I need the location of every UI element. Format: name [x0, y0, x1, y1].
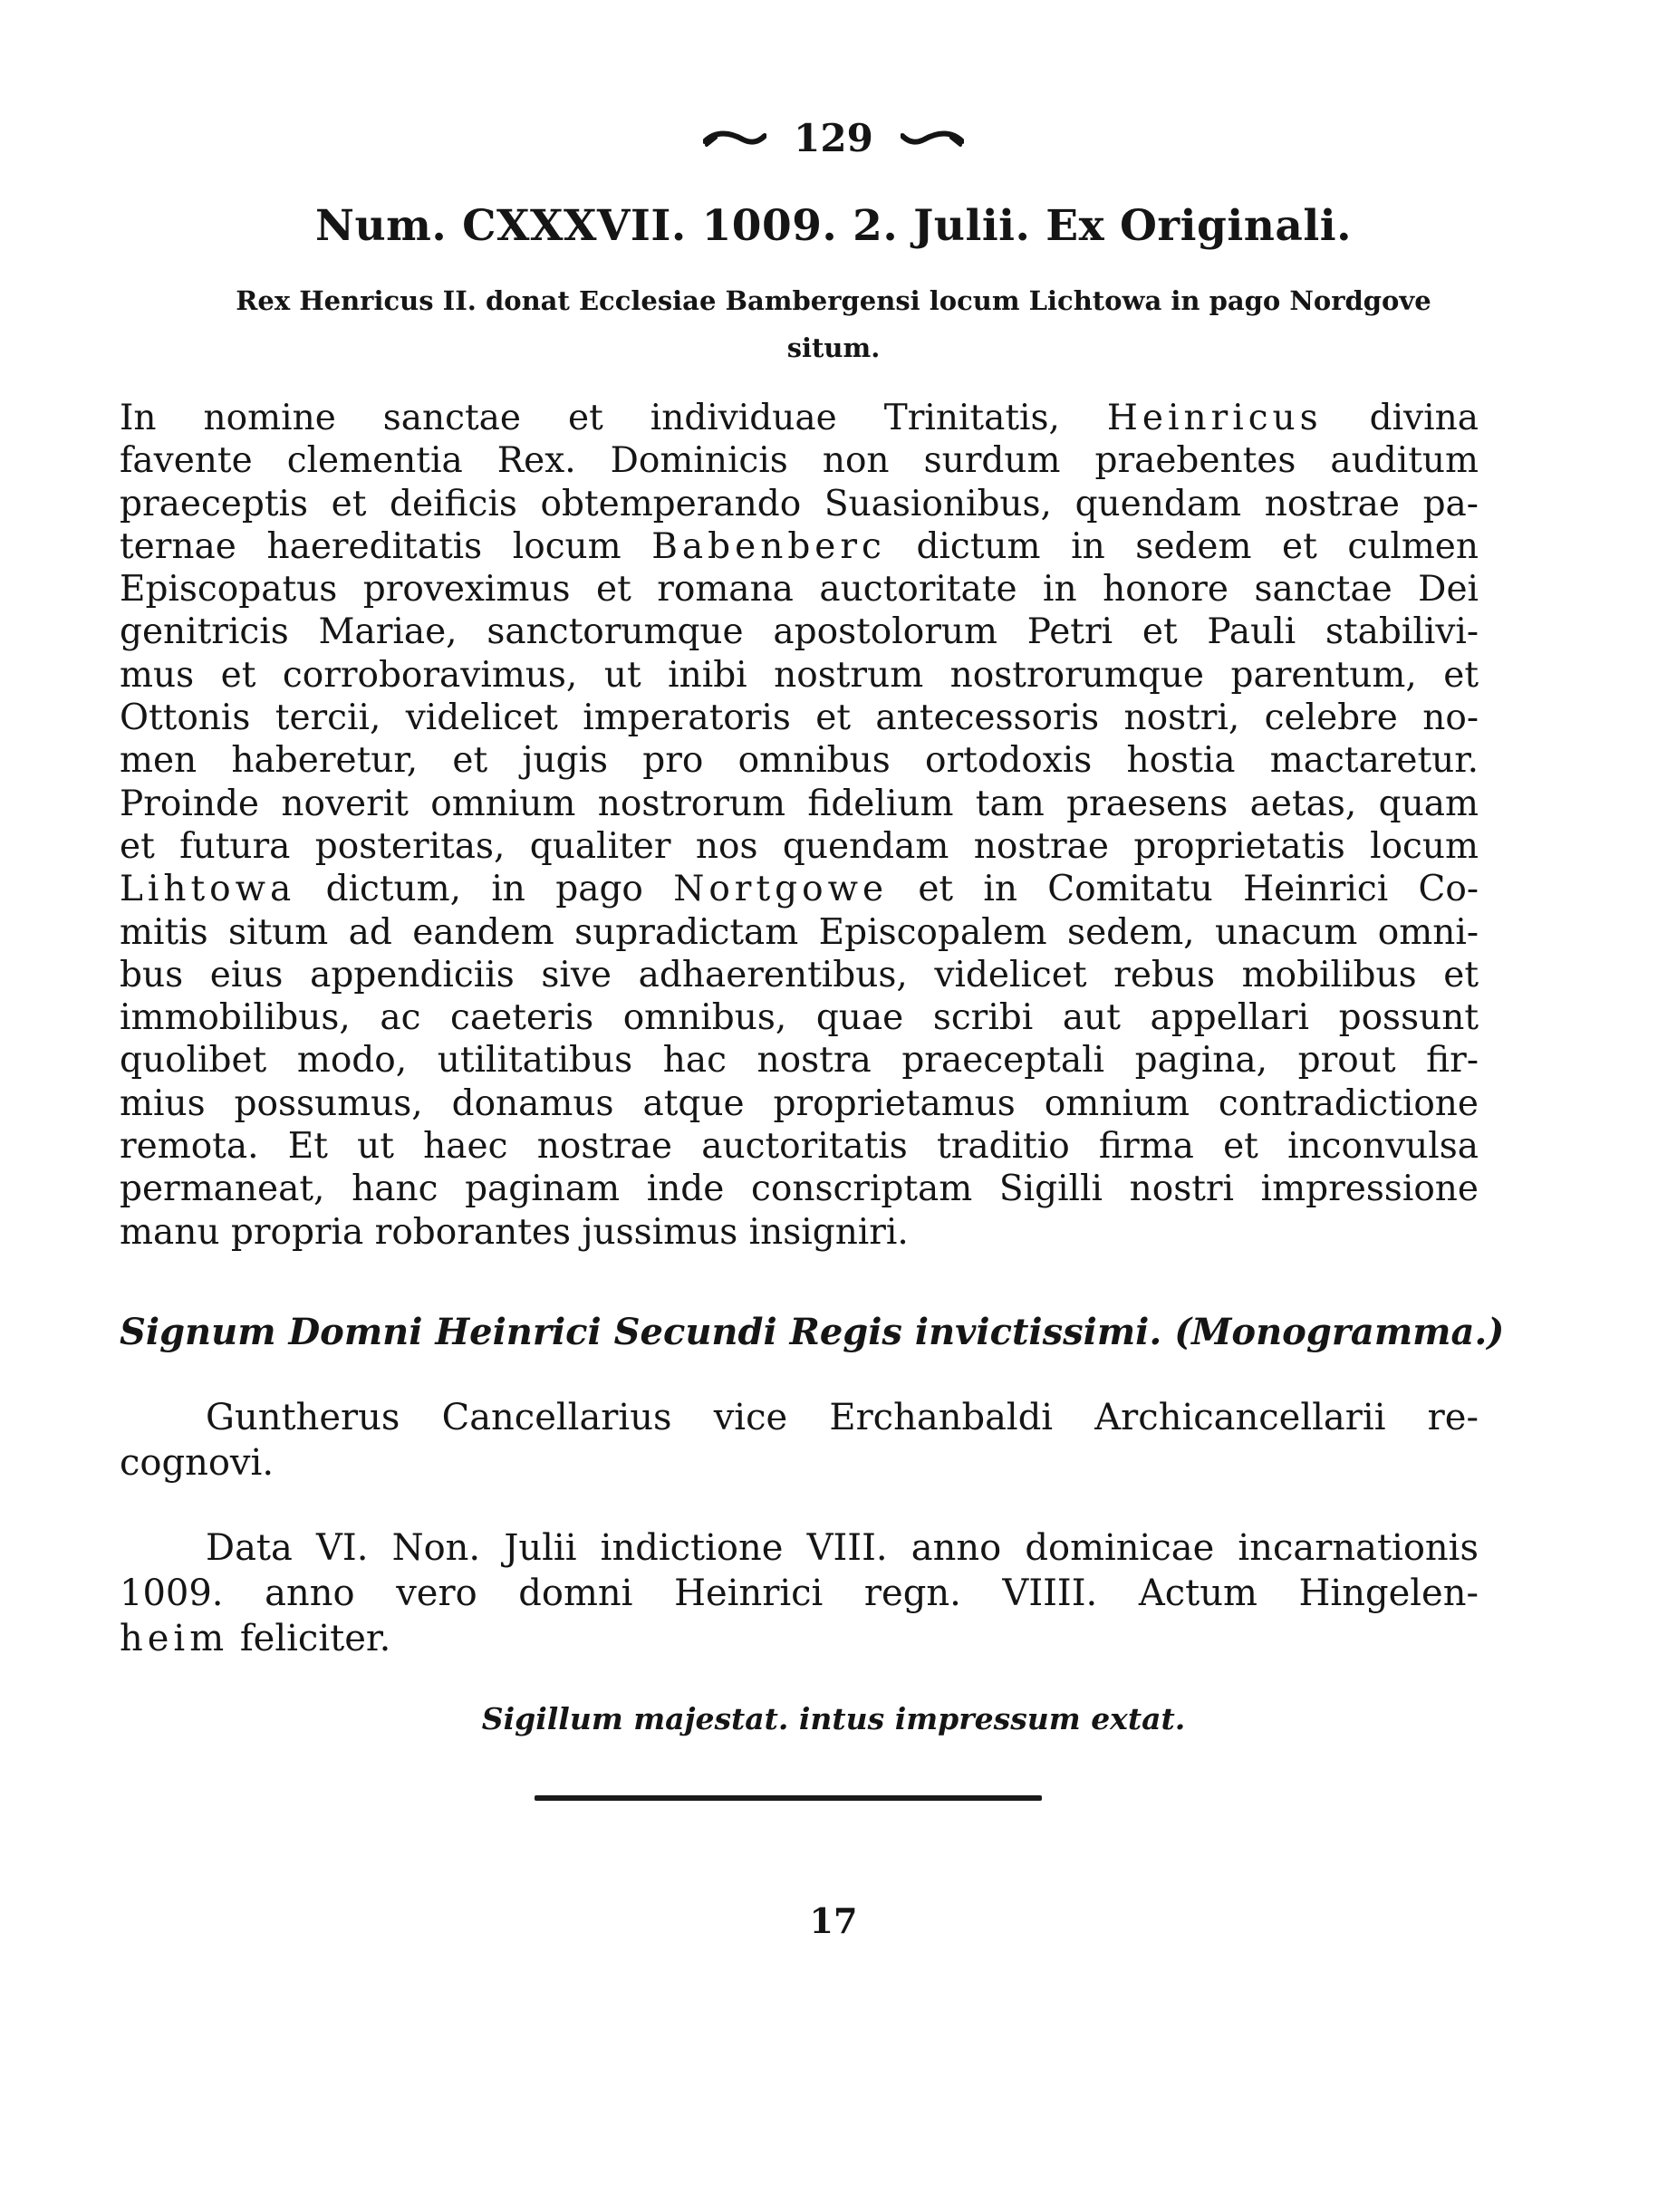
dating-clause — [120, 1525, 1479, 1661]
section-rule — [535, 1795, 1042, 1801]
place-hingelenheim: heim — [120, 1618, 229, 1659]
text-line: ternae haereditatis locum Babenberc dictum in sedem et culmen — [120, 525, 1479, 567]
text-line: favente clementia Rex. Dominicis non surdum praebentes auditum — [120, 440, 1479, 482]
summary-line-2: situm. — [786, 332, 881, 363]
text-line: Data VI. Non. Julii indictione VIII. anno dominicae incarnationis — [206, 1527, 1479, 1569]
text-line: heim feliciter. — [120, 1618, 391, 1659]
text-line: In nomine sanctae et individuae Trinitatis, Heinricus divina — [120, 398, 1479, 438]
text-line: Episcopatus proveximus et romana auctoritate in honore sanctae Dei — [120, 569, 1479, 611]
text-line: 1009. anno vero domni Heinrici regn. VIIII. Actum Hingelen- — [120, 1572, 1479, 1614]
signature-mark: 17 — [809, 1900, 858, 1941]
text-line: manu propria roborantes jussimus insigniri. — [120, 1211, 909, 1253]
name-nortgowe: Nortgowe — [673, 869, 889, 910]
text-line: remota. Et ut haec nostrae auctoritatis traditio firma et inconvulsa — [120, 1126, 1479, 1168]
name-lihtowa: Lihtowa — [120, 869, 296, 910]
text-line: men haberetur, et jugis pro omnibus ortodoxis hostia mactaretur. — [120, 740, 1479, 782]
cancellarius-recognition — [120, 1395, 1479, 1486]
document-heading: Num. CXXXVII. 1009. 2. Julii. Ex Originali. — [315, 201, 1352, 251]
name-heinricus: Heinricus — [1106, 398, 1323, 438]
running-head — [0, 116, 1667, 160]
summary-line-1: Rex Henricus II. donat Ecclesiae Bambergensi locum Lichtowa in pago Nordgove — [236, 285, 1431, 316]
left-swash-ornament-icon — [703, 129, 766, 149]
page-number: 129 — [794, 116, 873, 160]
signum-line: Signum Domni Heinrici Secundi Regis invictissimi. (Monogramma.) — [120, 1311, 1505, 1353]
text-line: mius possumus, donamus atque proprietamus omnium contradictione — [120, 1082, 1479, 1124]
text-line: Guntherus Cancellarius vice Erchanbaldi Archicancellarii re- — [206, 1397, 1479, 1438]
text-line: praeceptis et deificis obtemperando Suasionibus, quendam nostrae pa- — [120, 483, 1479, 524]
regest-summary — [0, 277, 1667, 371]
charter-text — [120, 397, 1479, 1254]
name-babenberc: Babenberc — [651, 525, 886, 567]
text-line: immobilibus, ac caeteris omnibus, quae scribi aut appellari possunt — [120, 997, 1479, 1039]
text-line: Lihtowa dictum, in pago Nortgowe et in Comitatu Heinrici Co- — [120, 869, 1479, 910]
right-swash-ornament-icon — [901, 129, 964, 149]
text-line: genitricis Mariae, sanctorumque apostolorum Petri et Pauli stabilivi- — [120, 611, 1479, 653]
text-line: permaneat, hanc paginam inde conscriptam Sigilli nostri impressione — [120, 1169, 1479, 1210]
text-line: mitis situm ad eandem supradictam Episcopalem sedem, unacum omni- — [120, 911, 1479, 953]
seal-note: Sigillum majestat. intus impressum extat. — [481, 1701, 1186, 1736]
text-line: cognovi. — [120, 1442, 275, 1484]
text-line: et futura posteritas, qualiter nos quendam nostrae proprietatis locum — [120, 825, 1479, 867]
text-line: Proinde noverit omnium nostrorum fidelium tam praesens aetas, quam — [120, 783, 1479, 824]
text-line: Ottonis tercii, videlicet imperatoris et antecessoris nostri, celebre no- — [120, 697, 1479, 739]
text-line: quolibet modo, utilitatibus hac nostra praeceptali pagina, prout fir- — [120, 1040, 1479, 1082]
text-line: mus et corroboravimus, ut inibi nostrum nostrorumque parentum, et — [120, 654, 1479, 696]
text-line: bus eius appendiciis sive adhaerentibus, videlicet rebus mobilibus et — [120, 954, 1479, 995]
